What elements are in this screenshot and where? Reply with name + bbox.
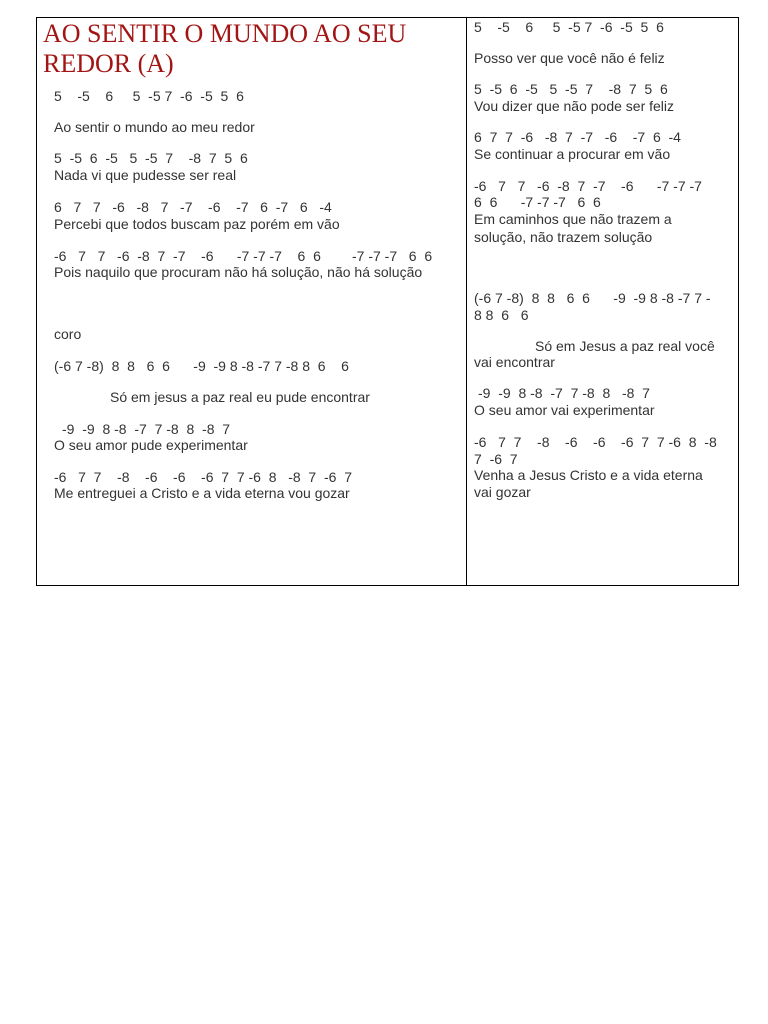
right-notes-5b: 8 8 6 6 [474,307,529,323]
right-lyric-7a: Venha a Jesus Cristo e a vida eterna [474,467,703,483]
right-lyric-2: Vou dizer que não pode ser feliz [474,98,675,114]
song-sheet [36,17,739,586]
right-lyric-4b: solução, não trazem solução [474,229,653,245]
left-lyric-7: Me entreguei a Cristo e a vida eterna vou gozar [54,485,350,501]
right-notes-6: -9 -9 8 -8 -7 7 -8 8 -8 7 [478,385,650,401]
left-lyric-4: Pois naquilo que procuram não há solução, não há solução [54,264,423,280]
left-notes-1: 5 -5 6 5 -5 7 -6 -5 5 6 [54,88,244,104]
right-lyric-5a: Só em Jesus a paz real você [535,338,715,354]
right-notes-7a: -6 7 7 -8 -6 -6 -6 7 7 -6 8 -8 [474,434,717,450]
left-notes-6: -9 -9 8 -8 -7 7 -8 8 -8 7 [62,421,231,437]
right-lyric-1: Posso ver que você não é feliz [474,50,665,66]
left-lyric-1: Ao sentir o mundo ao meu redor [54,119,255,135]
left-notes-7: -6 7 7 -8 -6 -6 -6 7 7 -6 8 -8 7 -6 7 [54,469,353,485]
right-notes-5a: (-6 7 -8) 8 8 6 6 -9 -9 8 -8 -7 7 - [474,290,711,306]
right-notes-7b: 7 -6 7 [474,451,518,467]
right-notes-2: 5 -5 6 -5 5 -5 7 -8 7 5 6 [474,81,668,97]
column-divider [466,18,467,585]
left-notes-2: 5 -5 6 -5 5 -5 7 -8 7 5 6 [54,150,248,166]
right-lyric-7b: vai gozar [474,484,531,500]
left-notes-4: -6 7 7 -6 -8 7 -7 -6 -7 -7 -7 6 6 -7 -7 -7 6 6 [54,248,433,264]
left-notes-5: (-6 7 -8) 8 8 6 6 -9 -9 8 -8 -7 7 -8 8 6 6 [54,358,349,374]
right-notes-4a: -6 7 7 -6 -8 7 -7 -6 -7 -7 -7 [474,178,702,194]
right-lyric-5b: vai encontrar [474,354,555,370]
right-lyric-4a: Em caminhos que não trazem a [474,211,672,227]
song-title: AO SENTIR O MUNDO AO SEU REDOR (A) [43,19,407,78]
left-lyric-6: O seu amor pude experimentar [54,437,248,453]
left-lyric-5: Só em jesus a paz real eu pude encontrar [110,389,370,405]
right-notes-3: 6 7 7 -6 -8 7 -7 -6 -7 6 -4 [474,129,681,145]
left-notes-3: 6 7 7 -6 -8 7 -7 -6 -7 6 -7 6 -4 [54,199,332,215]
right-lyric-6: O seu amor vai experimentar [474,402,655,418]
left-lyric-3: Percebi que todos buscam paz porém em vão [54,216,340,232]
right-lyric-3: Se continuar a procurar em vão [474,146,671,162]
right-notes-1: 5 -5 6 5 -5 7 -6 -5 5 6 [474,19,664,35]
chorus-label: coro [54,326,82,342]
right-notes-4b: 6 6 -7 -7 -7 6 6 [474,194,601,210]
left-lyric-2: Nada vi que pudesse ser real [54,167,237,183]
